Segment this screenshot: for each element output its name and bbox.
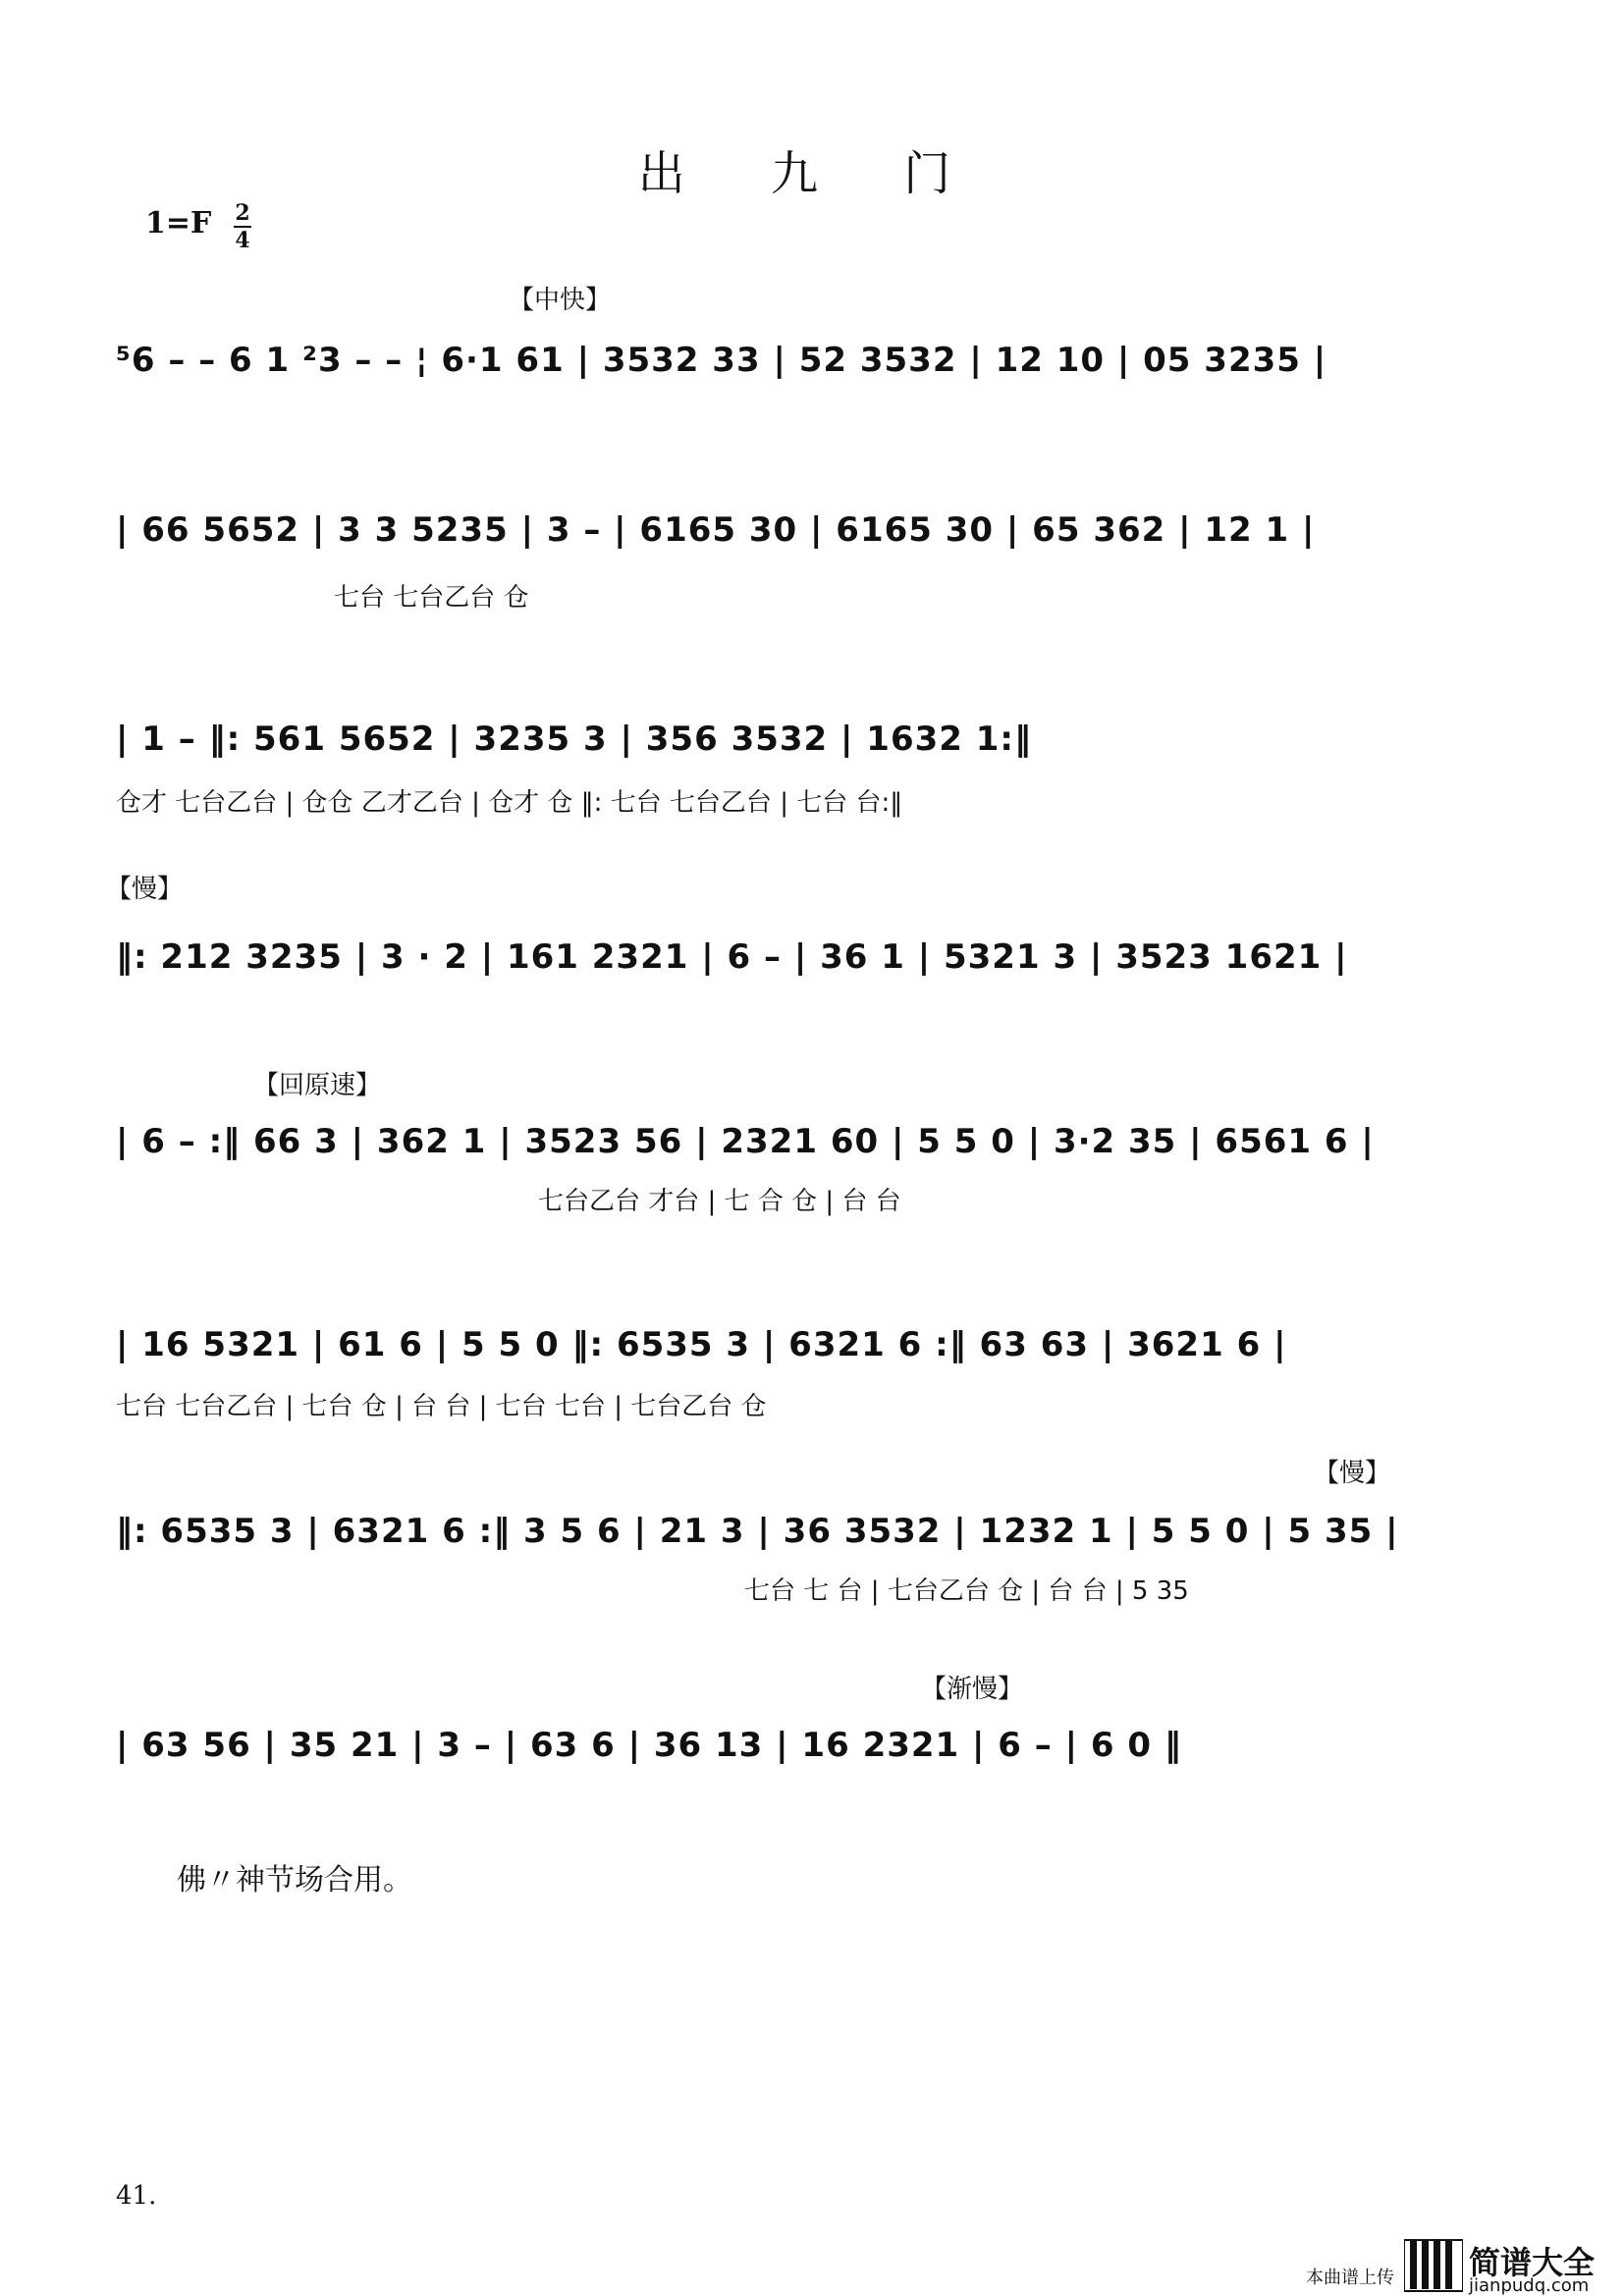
time-signature xyxy=(234,202,251,251)
system-5 xyxy=(116,1065,1451,1222)
percussion-line: 仓才 七台乙台 | 仓仓 乙才乙台 | 仓才 仓 ‖: 七台 七台乙台 | 七台 台:‖ xyxy=(116,788,903,818)
percussion-line: 七台乙台 才台 | 七 合 仓 | 台 台 xyxy=(538,1187,901,1216)
piano-keys-icon xyxy=(1404,2238,1463,2292)
system-2 xyxy=(116,491,1451,628)
notation-line: ⁵6 – – 6 1 ²3 – – ¦ 6·1 61 | 3532 33 | 52 3532 | 12 10 | 05 3235 | xyxy=(116,341,1327,380)
tempo-mark: 【回原速】 xyxy=(253,1071,382,1099)
notation-line: ‖: 212 3235 | 3 · 2 | 161 2321 | 6 – | 36 1 | 5321 3 | 3523 1621 | xyxy=(116,937,1348,977)
notation-line: | 6 – :‖ 66 3 | 362 1 | 3523 56 | 2321 60 | 5 5 0 | 3·2 35 | 6561 6 | xyxy=(116,1122,1375,1161)
page-number: 41. xyxy=(116,2181,157,2211)
system-4 xyxy=(106,869,1451,996)
percussion-line: 七台 七台乙台 | 七台 仓 | 台 台 | 七台 七台 | 七台乙台 仓 xyxy=(116,1392,767,1421)
score-title: 出 九 门 xyxy=(637,146,987,201)
notation-line: | 16 5321 | 61 6 | 5 5 0 ‖: 6535 3 | 6321 6 :‖ 63 63 | 3621 6 | xyxy=(116,1325,1287,1364)
tempo-mark: 【渐慢】 xyxy=(921,1675,1024,1703)
notation-line: | 66 5652 | 3 3 5235 | 3 – | 6165 30 | 6165 30 | 65 362 | 12 1 | xyxy=(116,510,1316,550)
brand-domain: jianpudq.com xyxy=(1469,2275,1590,2296)
system-6 xyxy=(116,1296,1451,1433)
system-7 xyxy=(116,1453,1451,1610)
performance-note: 佛〃神节场合用。 xyxy=(177,1863,412,1897)
time-sig-top: 2 xyxy=(235,200,250,226)
key-signature: 1=F xyxy=(145,206,212,240)
system-3 xyxy=(116,692,1451,829)
system-8 xyxy=(116,1669,1451,1787)
tempo-mark: 【慢】 xyxy=(106,875,184,903)
tempo-mark: 【慢】 xyxy=(1314,1459,1391,1487)
percussion-line: 七台 七台乙台 仓 xyxy=(334,583,529,613)
brand-name: 简谱大全 xyxy=(1469,2244,1596,2281)
notation-line: | 1 – ‖: 561 5652 | 3235 3 | 356 3532 | 1632 1:‖ xyxy=(116,720,1033,759)
tempo-mark: 【中快】 xyxy=(509,286,612,314)
notation-line: | 63 56 | 35 21 | 3 – | 63 6 | 36 13 | 16 2321 | 6 – | 6 0 ‖ xyxy=(116,1726,1182,1765)
notation-line: ‖: 6535 3 | 6321 6 :‖ 3 5 6 | 21 3 | 36 3532 | 1232 1 | 5 5 0 | 5 35 | xyxy=(116,1512,1399,1551)
percussion-line: 七台 七 台 | 七台乙台 仓 | 台 台 | 5 35 xyxy=(744,1576,1189,1606)
site-footer xyxy=(1306,2238,1620,2296)
system-1 xyxy=(116,280,1451,398)
uploader-text: 本曲谱上传 xyxy=(1306,2268,1394,2288)
time-sig-bottom: 4 xyxy=(235,228,250,253)
